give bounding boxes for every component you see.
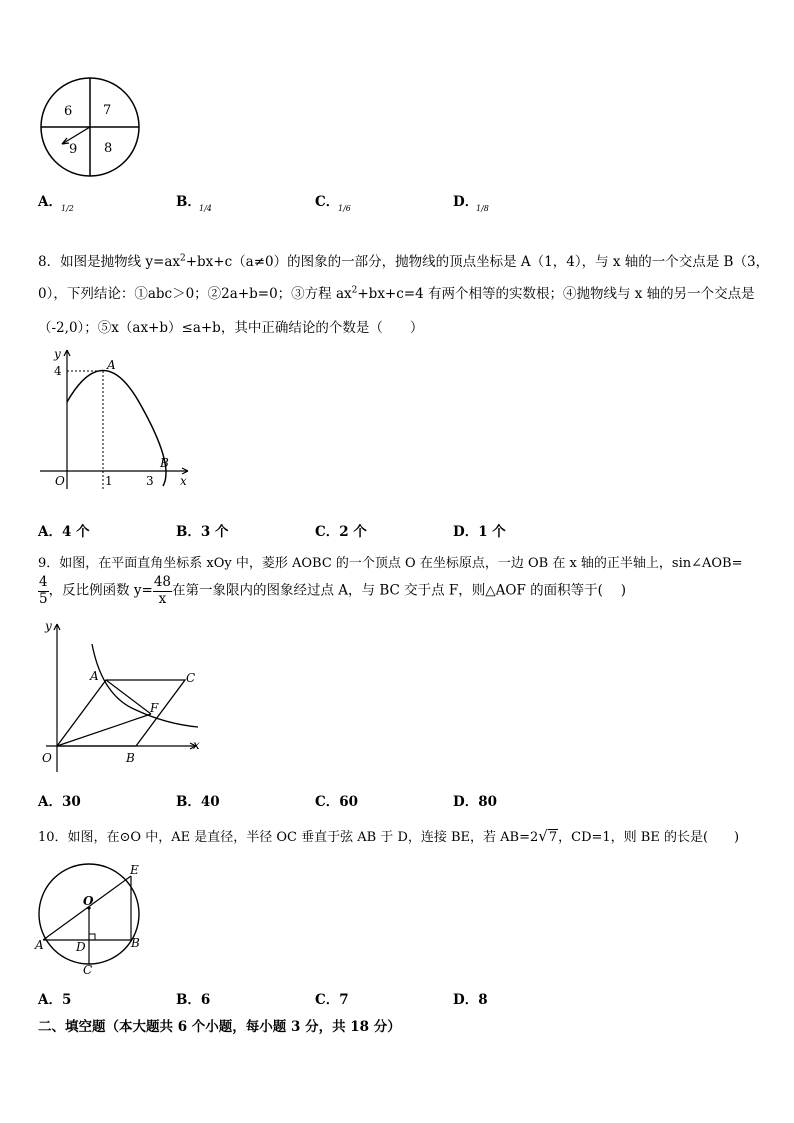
q7-option-a-label: A．: [38, 194, 62, 210]
parabola-graph: [36, 344, 196, 492]
q10-question: [38, 826, 739, 845]
graph8-tick-3: 3: [146, 474, 154, 488]
graph10-point-e: E: [130, 863, 139, 877]
q8-option-d: D．1 个: [453, 524, 506, 540]
graph8-point-b: B: [160, 456, 169, 470]
graph8-x-label: x: [180, 474, 187, 488]
q9-option-b: B．40: [176, 794, 220, 810]
q9-option-c: C．60: [315, 794, 359, 810]
q7-option-b-label: B．: [176, 194, 201, 210]
q9-line-2: [38, 576, 626, 606]
graph8-origin: O: [55, 474, 65, 488]
q8-line-3: （-2,0）；⑤x（ax+b）≤a+b，其中正确结论的个数是（ ）: [38, 320, 424, 336]
q8-option-b: B．3 个: [176, 524, 229, 540]
sqrt-symbol: √: [538, 827, 548, 845]
q10-text-a: 10．如图，在⊙O 中，AE 是直径，半径 OC 垂直于弦 AB 于 D，连接 BE，若 AB=2: [38, 830, 539, 845]
q8-line-2: [38, 282, 755, 302]
q9-frac2-den: x: [158, 590, 167, 607]
q7-option-c-value: 1/6: [338, 204, 351, 213]
q10-option-a: A．5: [38, 992, 72, 1008]
q10-option-b: B．6: [176, 992, 211, 1008]
q7-option-a-value: 1/2: [61, 204, 74, 213]
section-2-heading: 二、填空题（本大题共 6 个小题，每小题 3 分，共 18 分）: [38, 1019, 401, 1035]
graph8-tick-1: 1: [105, 474, 113, 488]
q8-line-2-b: +bx+c=4 有两个相等的实数根；④抛物线与 x 轴的另一个交点是: [357, 286, 755, 302]
q8-option-c: C．2 个: [315, 524, 367, 540]
graph10-point-c: C: [83, 963, 93, 977]
graph8-y-label: y: [54, 347, 61, 361]
q8-line-1: [38, 250, 769, 270]
q9-line-2-a: ，反比例函数 y=: [48, 582, 153, 599]
graph9-x-label: x: [193, 738, 200, 752]
graph9-point-b: B: [126, 751, 135, 765]
graph9-origin: O: [42, 751, 52, 765]
q10-text-b: ，CD=1，则 BE 的长是( ): [558, 830, 740, 845]
graph10-point-a: A: [35, 938, 44, 952]
q8-line-2-sup: 2: [351, 285, 358, 296]
graph8-point-a: A: [107, 358, 116, 372]
q9-frac1-den: 5: [39, 590, 48, 607]
graph10-point-d: D: [76, 940, 86, 954]
q8-line-1-a: 8．如图是抛物线 y=ax: [38, 254, 180, 270]
circle-graph: [32, 862, 148, 978]
graph8-tick-4: 4: [54, 364, 62, 378]
q9-option-d: D．80: [453, 794, 497, 810]
q9-line-1: 9．如图，在平面直角坐标系 xOy 中，菱形 AOBC 的一个顶点 O 在坐标原点，一边 OB 在 x 轴的正半轴上，sin∠AOB=: [38, 556, 743, 571]
q7-option-c-label: C．: [315, 194, 340, 210]
q8-line-1-b: +bx+c（a≠0）的图象的一部分，抛物线的顶点坐标是 A（1，4），与 x 轴的一个交点是 B（3，: [185, 254, 770, 270]
spinner-figure: [36, 76, 144, 180]
graph9-point-c: C: [186, 671, 196, 685]
graph9-point-a: A: [90, 669, 99, 683]
spinner-number-7: 7: [103, 103, 112, 118]
q10-sqrt-radicand: 7: [548, 830, 558, 845]
q10-option-d: D．8: [453, 992, 488, 1008]
q9-line-2-b: 在第一象限内的图象经过点 A，与 BC 交于点 F，则△AOF 的面积等于( ): [172, 582, 626, 599]
q7-option-d-label: D．: [453, 194, 479, 210]
graph10-point-b: B: [131, 936, 140, 950]
spinner-number-8: 8: [104, 141, 113, 156]
q9-fraction-sin: [38, 576, 49, 606]
q8-line-1-sup: 2: [179, 253, 186, 264]
graph9-point-f: F: [150, 701, 159, 715]
rhombus-graph: [36, 616, 206, 772]
graph9-y-label: y: [45, 619, 52, 633]
q10-option-c: C．7: [315, 992, 349, 1008]
spinner-number-9: 9: [69, 142, 78, 157]
q8-line-2-a: 0），下列结论：①abc＞0；②2a+b=0；③方程 ax: [38, 286, 352, 302]
q9-frac2-num: 48: [153, 574, 172, 590]
graph10-point-o: O: [83, 894, 94, 908]
q7-option-d-value: 1/8: [476, 204, 489, 213]
spinner-number-6: 6: [64, 104, 73, 119]
q7-option-b-value: 1/4: [199, 204, 212, 213]
q9-frac1-num: 4: [39, 574, 48, 590]
q8-option-a: A．4 个: [38, 524, 90, 540]
q9-option-a: A．30: [38, 794, 81, 810]
q9-fraction-k: [153, 576, 172, 606]
